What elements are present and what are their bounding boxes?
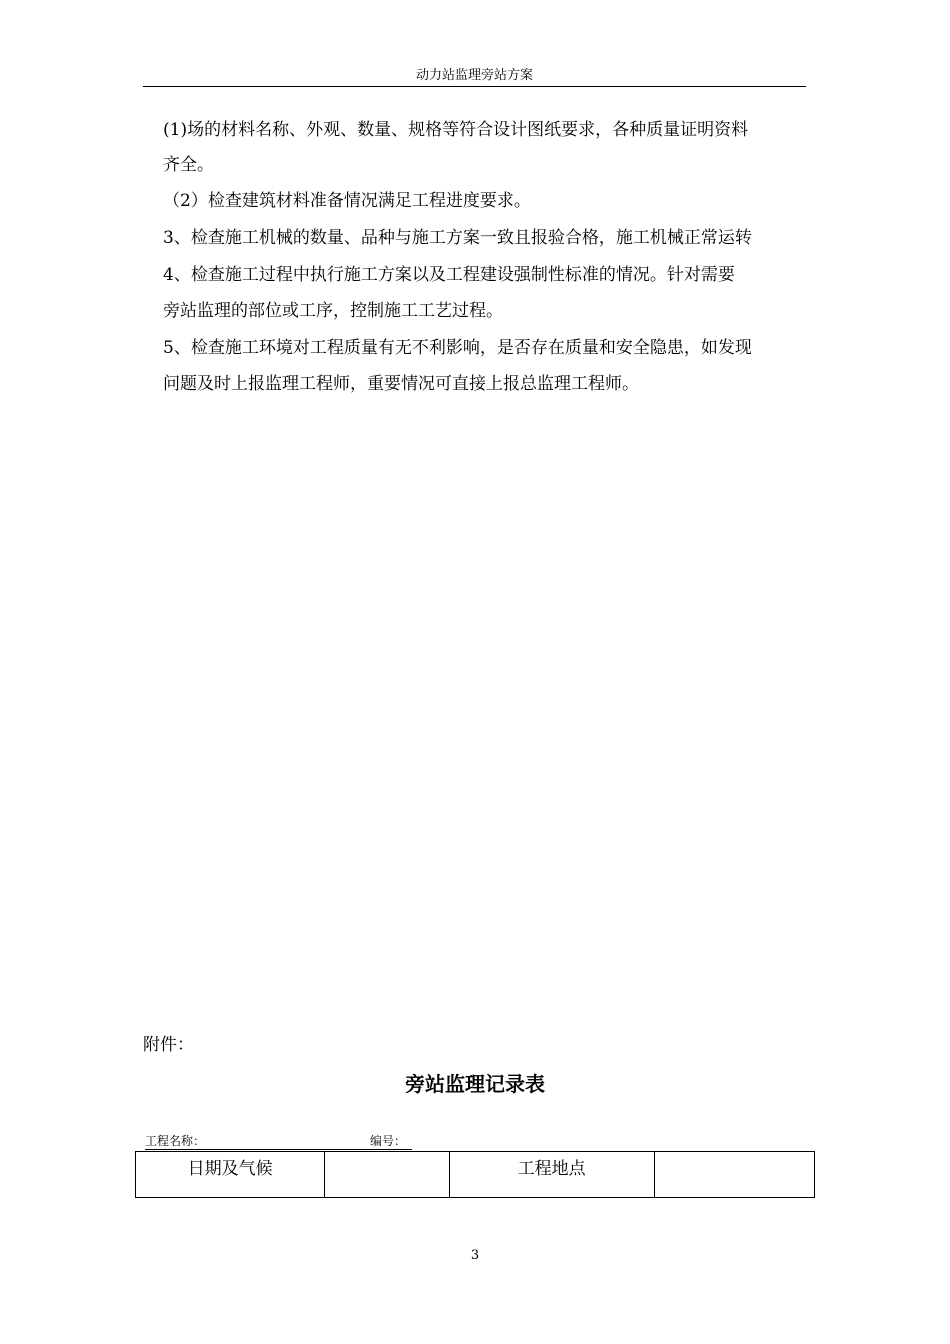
cell-location-value[interactable] — [654, 1152, 814, 1198]
item-5-line-2: 问题及时上报监理工程师，重要情况可直接上报总监理工程师。 — [163, 374, 639, 394]
attachment-label: 附件： — [143, 1035, 194, 1055]
item-3: 3、检查施工机械的数量、品种与施工方案一致且报验合格，施工机械正常运转 — [163, 228, 752, 248]
item-1-line-1: (1)场的材料名称、外观、数量、规格等符合设计图纸要求，各种质量证明资料 — [163, 120, 749, 140]
item-5-line-1: 5、检查施工环境对工程质量有无不利影响，是否存在质量和安全隐患，如发现 — [163, 338, 752, 358]
page-header-title: 动力站监理旁站方案 — [415, 68, 533, 83]
item-4-line-2: 旁站监理的部位或工序，控制施工工艺过程。 — [163, 301, 503, 321]
code-label: 编号： — [370, 1132, 412, 1150]
cell-date-weather-value[interactable] — [325, 1152, 449, 1198]
header-rule — [143, 86, 806, 87]
item-4-line-1: 4、检查施工过程中执行施工方案以及工程建设强制性标准的情况。针对需要 — [163, 265, 735, 285]
page-number: 3 — [470, 1248, 480, 1263]
cell-date-weather-label: 日期及气候 — [136, 1152, 325, 1198]
item-2: （2）检查建筑材料准备情况满足工程进度要求。 — [163, 191, 531, 211]
record-table — [135, 1151, 815, 1198]
cell-location-label: 工程地点 — [449, 1152, 654, 1198]
form-title: 旁站监理记录表 — [405, 1072, 545, 1096]
item-1-line-2: 齐全。 — [163, 155, 214, 175]
form-meta-line — [145, 1132, 412, 1150]
project-name-label: 工程名称： — [145, 1132, 370, 1150]
table-row — [136, 1152, 815, 1198]
